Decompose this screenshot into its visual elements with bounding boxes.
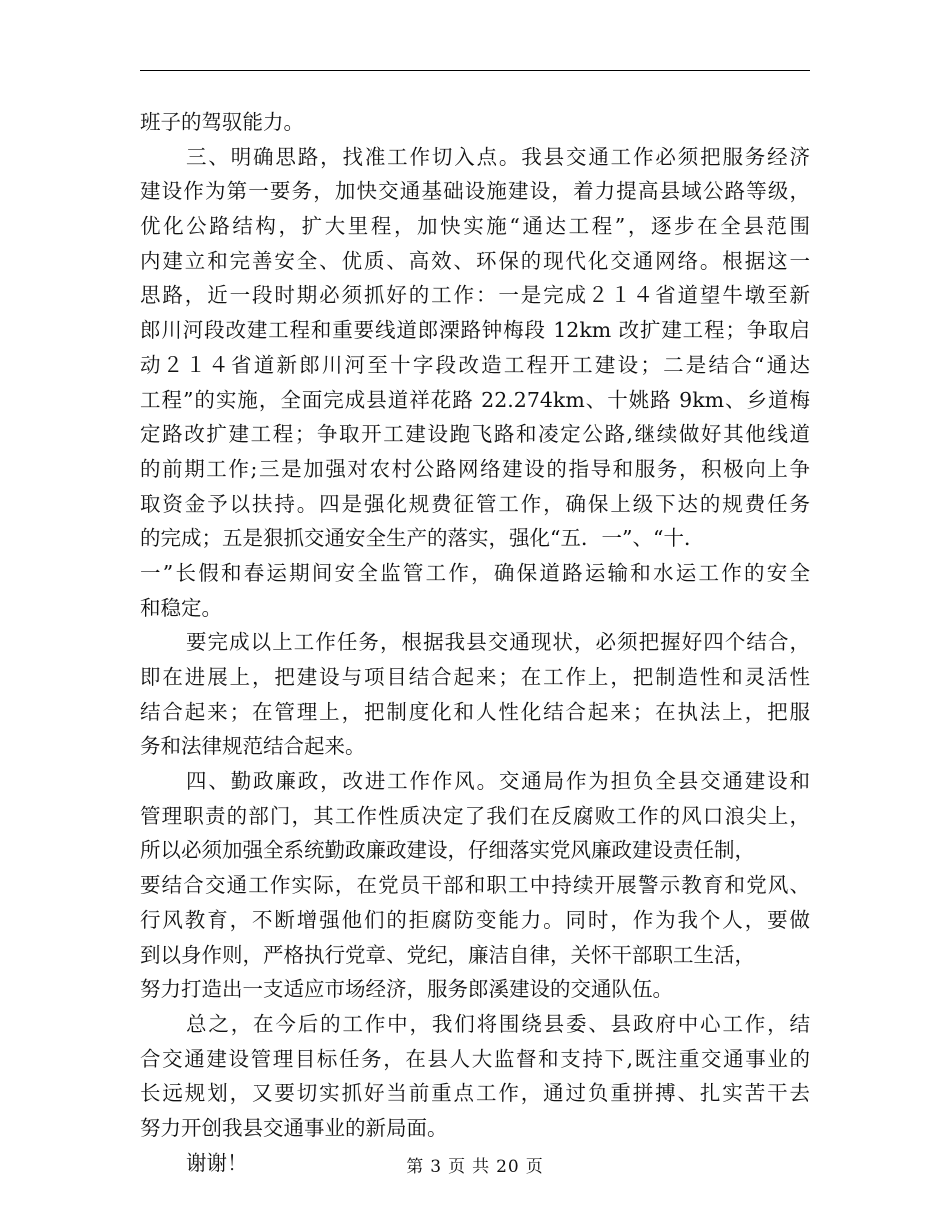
text-line: 四、勤政廉政，改进工作作风。交通局作为担负全县交通建设和 — [186, 769, 810, 794]
text-line: 动２１４省道新郎川河至十字段改造工程开工建设；二是结合“通达 — [140, 352, 810, 377]
text-line: 所以必须加强全系统勤政廉政建设，仔细落实党风廉政建设责任制， — [140, 838, 755, 863]
text-line: 要完成以上工作任务，根据我县交通现状，必须把握好四个结合， — [186, 630, 810, 655]
text-line: 谢谢！ — [186, 1150, 248, 1175]
footer-current-page: 3 — [430, 1157, 443, 1177]
text-line: 总之，在今后的工作中，我们将围绕县委、县政府中心工作，结 — [186, 1011, 810, 1036]
text-line: 的完成；五是狠抓交通安全生产的落实，强化“五．一”、“十． — [140, 526, 705, 551]
text-line: 努力开创我县交通事业的新局面。 — [140, 1115, 448, 1140]
text-line: 班子的驾驭能力。 — [140, 110, 304, 134]
text-line: 内建立和完善安全、优质、高效、环保的现代化交通网络。根据这一 — [140, 248, 810, 273]
page-footer — [0, 1152, 950, 1177]
text-line: 长远规划，又要切实抓好当前重点工作，通过负重拼搏、扎实苦干去 — [140, 1081, 810, 1106]
footer-prefix: 第 — [406, 1157, 425, 1177]
text-line: 管理职责的部门，其工作性质决定了我们在反腐败工作的风口浪尖上， — [140, 803, 810, 828]
text-line: 工程”的实施，全面完成县道祥花路 22.274km、十姚路 9km、乡道梅 — [140, 387, 810, 412]
footer-total-pages: 20 — [496, 1157, 520, 1177]
text-line: 结合起来；在管理上，把制度化和人性化结合起来；在执法上，把服 — [140, 699, 810, 724]
text-line: 郎川河段改建工程和重要线道郎溧路钟梅段 12km 改扩建工程；争取启 — [140, 318, 810, 343]
text-line: 一”长假和春运期间安全监管工作，确保道路运输和水运工作的安全 — [140, 560, 810, 585]
text-line: 和稳定。 — [140, 595, 222, 620]
document-body — [140, 105, 810, 1180]
text-line: 合交通建设管理目标任务，在县人大监督和支持下,既注重交通事业的 — [140, 1046, 810, 1071]
footer-total-word: 共 — [472, 1157, 491, 1177]
header-rule — [140, 70, 810, 71]
text-line: 建设作为第一要务，加快交通基础设施建设，着力提高县域公路等级， — [140, 179, 810, 204]
text-line: 优化公路结构，扩大里程，加快实施“通达工程”，逐步在全县范围 — [140, 214, 810, 239]
text-line: 努力打造出一支适应市场经济，服务郎溪建设的交通队伍。 — [140, 977, 673, 1002]
text-line: 即在进展上，把建设与项目结合起来；在工作上，把制造性和灵活性 — [140, 665, 810, 689]
footer-page-word: 页 — [448, 1157, 467, 1177]
text-line: 行风教育，不断增强他们的拒腐防变能力。同时，作为我个人，要做 — [140, 907, 810, 932]
text-line: 务和法律规范结合起来。 — [140, 734, 366, 759]
text-line: 定路改扩建工程；争取开工建设跑飞路和凌定公路,继续做好其他线道 — [140, 422, 810, 447]
text-line: 三、明确思路，找准工作切入点。我县交通工作必须把服务经济 — [186, 144, 810, 169]
text-line: 的前期工作;三是加强对农村公路网络建设的指导和服务，积极向上争 — [140, 456, 810, 481]
text-line: 要结合交通工作实际，在党员干部和职工中持续开展警示教育和党风、 — [140, 873, 810, 898]
text-line: 到以身作则，严格执行党章、党纪，廉洁自律，关怀干部职工生活， — [140, 942, 755, 967]
text-line: 思路，近一段时期必须抓好的工作：一是完成２１４省道望牛墩至新 — [140, 283, 810, 308]
text-line: 取资金予以扶持。四是强化规费征管工作，确保上级下达的规费任务 — [140, 491, 810, 516]
footer-suffix: 页 — [525, 1157, 544, 1177]
